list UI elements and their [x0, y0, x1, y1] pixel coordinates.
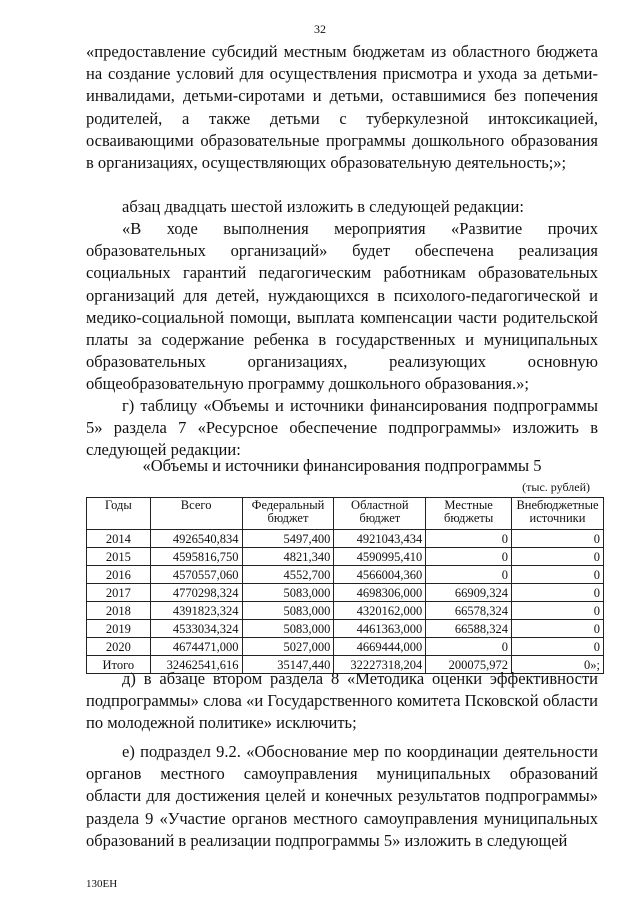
- header-local: Местные бюджеты: [426, 498, 512, 530]
- table-title: «Объемы и источники финансирования подпрограммы 5: [142, 456, 542, 475]
- table-row: [87, 548, 604, 566]
- table-cell: Итого: [87, 656, 151, 674]
- table-row: [87, 584, 604, 602]
- table-cell: 32462541,616: [150, 656, 242, 674]
- table-cell: 66909,324: [426, 584, 512, 602]
- paragraph-d: д) в абзаце втором раздела 8 «Методика оценки эффективности подпрограммы» слова «и Государственного комитета Псковской области по молодежной политике» исключить;: [86, 669, 598, 733]
- paragraph-abzac-26: абзац двадцать шестой изложить в следующей редакции:: [122, 197, 524, 216]
- table-cell: 0: [512, 566, 604, 584]
- table-cell: 0: [512, 530, 604, 548]
- table-cell: 0: [426, 530, 512, 548]
- header-regional: Областной бюджет: [334, 498, 426, 530]
- table-cell: 0: [512, 620, 604, 638]
- paragraph-development-measure: «В ходе выполнения мероприятия «Развитие прочих образовательных организаций» будет обеспечена реализация социальных гарантий педагогическим работникам образовательных организаций для детей, нуждающихся в психолого-педагогической и медико-социальной помощи, выплата компенсации части родительской платы за содержание ребенка в государственных и муниципальных образовательных организациях, реализующих основную общеобразовательную программу дошкольного образования.»;: [86, 219, 598, 394]
- table-cell: 4461363,000: [334, 620, 426, 638]
- table-header-row: [87, 498, 604, 530]
- table-cell: 0: [512, 548, 604, 566]
- table-cell: 4590995,410: [334, 548, 426, 566]
- table-cell: 4921043,434: [334, 530, 426, 548]
- footer-code: 130ЕН: [86, 878, 118, 890]
- table-cell: 4669444,000: [334, 638, 426, 656]
- table-cell: 0: [512, 584, 604, 602]
- table-row: [87, 530, 604, 548]
- table-cell: 4770298,324: [150, 584, 242, 602]
- table-cell: 2015: [87, 548, 151, 566]
- table-cell: 0: [512, 638, 604, 656]
- table-cell: 5497,400: [242, 530, 334, 548]
- financing-table: [86, 497, 604, 674]
- table-cell: 0: [426, 548, 512, 566]
- table-row: [87, 566, 604, 584]
- table-row: [87, 620, 604, 638]
- paragraph-table-intro: г) таблицу «Объемы и источники финансирования подпрограммы 5» раздела 7 «Ресурсное обеспечение подпрограммы» изложить в следующей редакции:: [86, 396, 598, 460]
- header-total: Всего: [150, 498, 242, 530]
- table-cell: 4926540,834: [150, 530, 242, 548]
- table-row: [87, 638, 604, 656]
- table-cell: 5083,000: [242, 620, 334, 638]
- table-cell: 0»;: [512, 656, 604, 674]
- table-cell: 0: [426, 638, 512, 656]
- table-cell: 5083,000: [242, 584, 334, 602]
- header-extrabudget: Внебюджетные источники: [512, 498, 604, 530]
- table-cell: 2020: [87, 638, 151, 656]
- header-years: Годы: [87, 498, 151, 530]
- table-cell: 66578,324: [426, 602, 512, 620]
- table-cell: 4566004,360: [334, 566, 426, 584]
- table-cell: 4320162,000: [334, 602, 426, 620]
- table-cell: 2018: [87, 602, 151, 620]
- table-cell: 2016: [87, 566, 151, 584]
- page-number: 32: [314, 22, 326, 36]
- table-cell: 4391823,324: [150, 602, 242, 620]
- table-cell: 4595816,750: [150, 548, 242, 566]
- table-cell: 0: [426, 566, 512, 584]
- table-cell: 32227318,204: [334, 656, 426, 674]
- table-cell: 2019: [87, 620, 151, 638]
- table-cell: 35147,440: [242, 656, 334, 674]
- table-cell: 4533034,324: [150, 620, 242, 638]
- table-cell: 0: [512, 602, 604, 620]
- paragraph-subsidies-quote: «предоставление субсидий местным бюджетам из областного бюджета на создание условий для осуществления присмотра и ухода за детьми-инвалидами, детьми-сиротами и детьми, оставшимися без попечения родителей, а также детьми с туберкулезной интоксикацией, осваивающими образовательные программы дошкольного образования в организациях, осуществляющих образовательную деятельность;»;: [86, 42, 598, 173]
- paragraph-e: е) подраздел 9.2. «Обоснование мер по координации деятельности органов местного самоуправления муниципальных образований области для достижения целей и конечных результатов подпрограммы» раздела 9 «Участие органов местного самоуправления муниципальных образований в реализации подпрограммы 5» изложить в следующей: [86, 742, 598, 850]
- table-cell: 5083,000: [242, 602, 334, 620]
- table-row: [87, 602, 604, 620]
- header-federal: Федеральный бюджет: [242, 498, 334, 530]
- table-cell: 2014: [87, 530, 151, 548]
- table-cell: 4570557,060: [150, 566, 242, 584]
- table-cell: 4552,700: [242, 566, 334, 584]
- table-cell: 5027,000: [242, 638, 334, 656]
- table-cell: 4674471,000: [150, 638, 242, 656]
- table-cell: 66588,324: [426, 620, 512, 638]
- table-units: (тыс. рублей): [522, 480, 590, 494]
- table-cell: 200075,972: [426, 656, 512, 674]
- table-cell: 2017: [87, 584, 151, 602]
- table-cell: 4821,340: [242, 548, 334, 566]
- table-cell: 4698306,000: [334, 584, 426, 602]
